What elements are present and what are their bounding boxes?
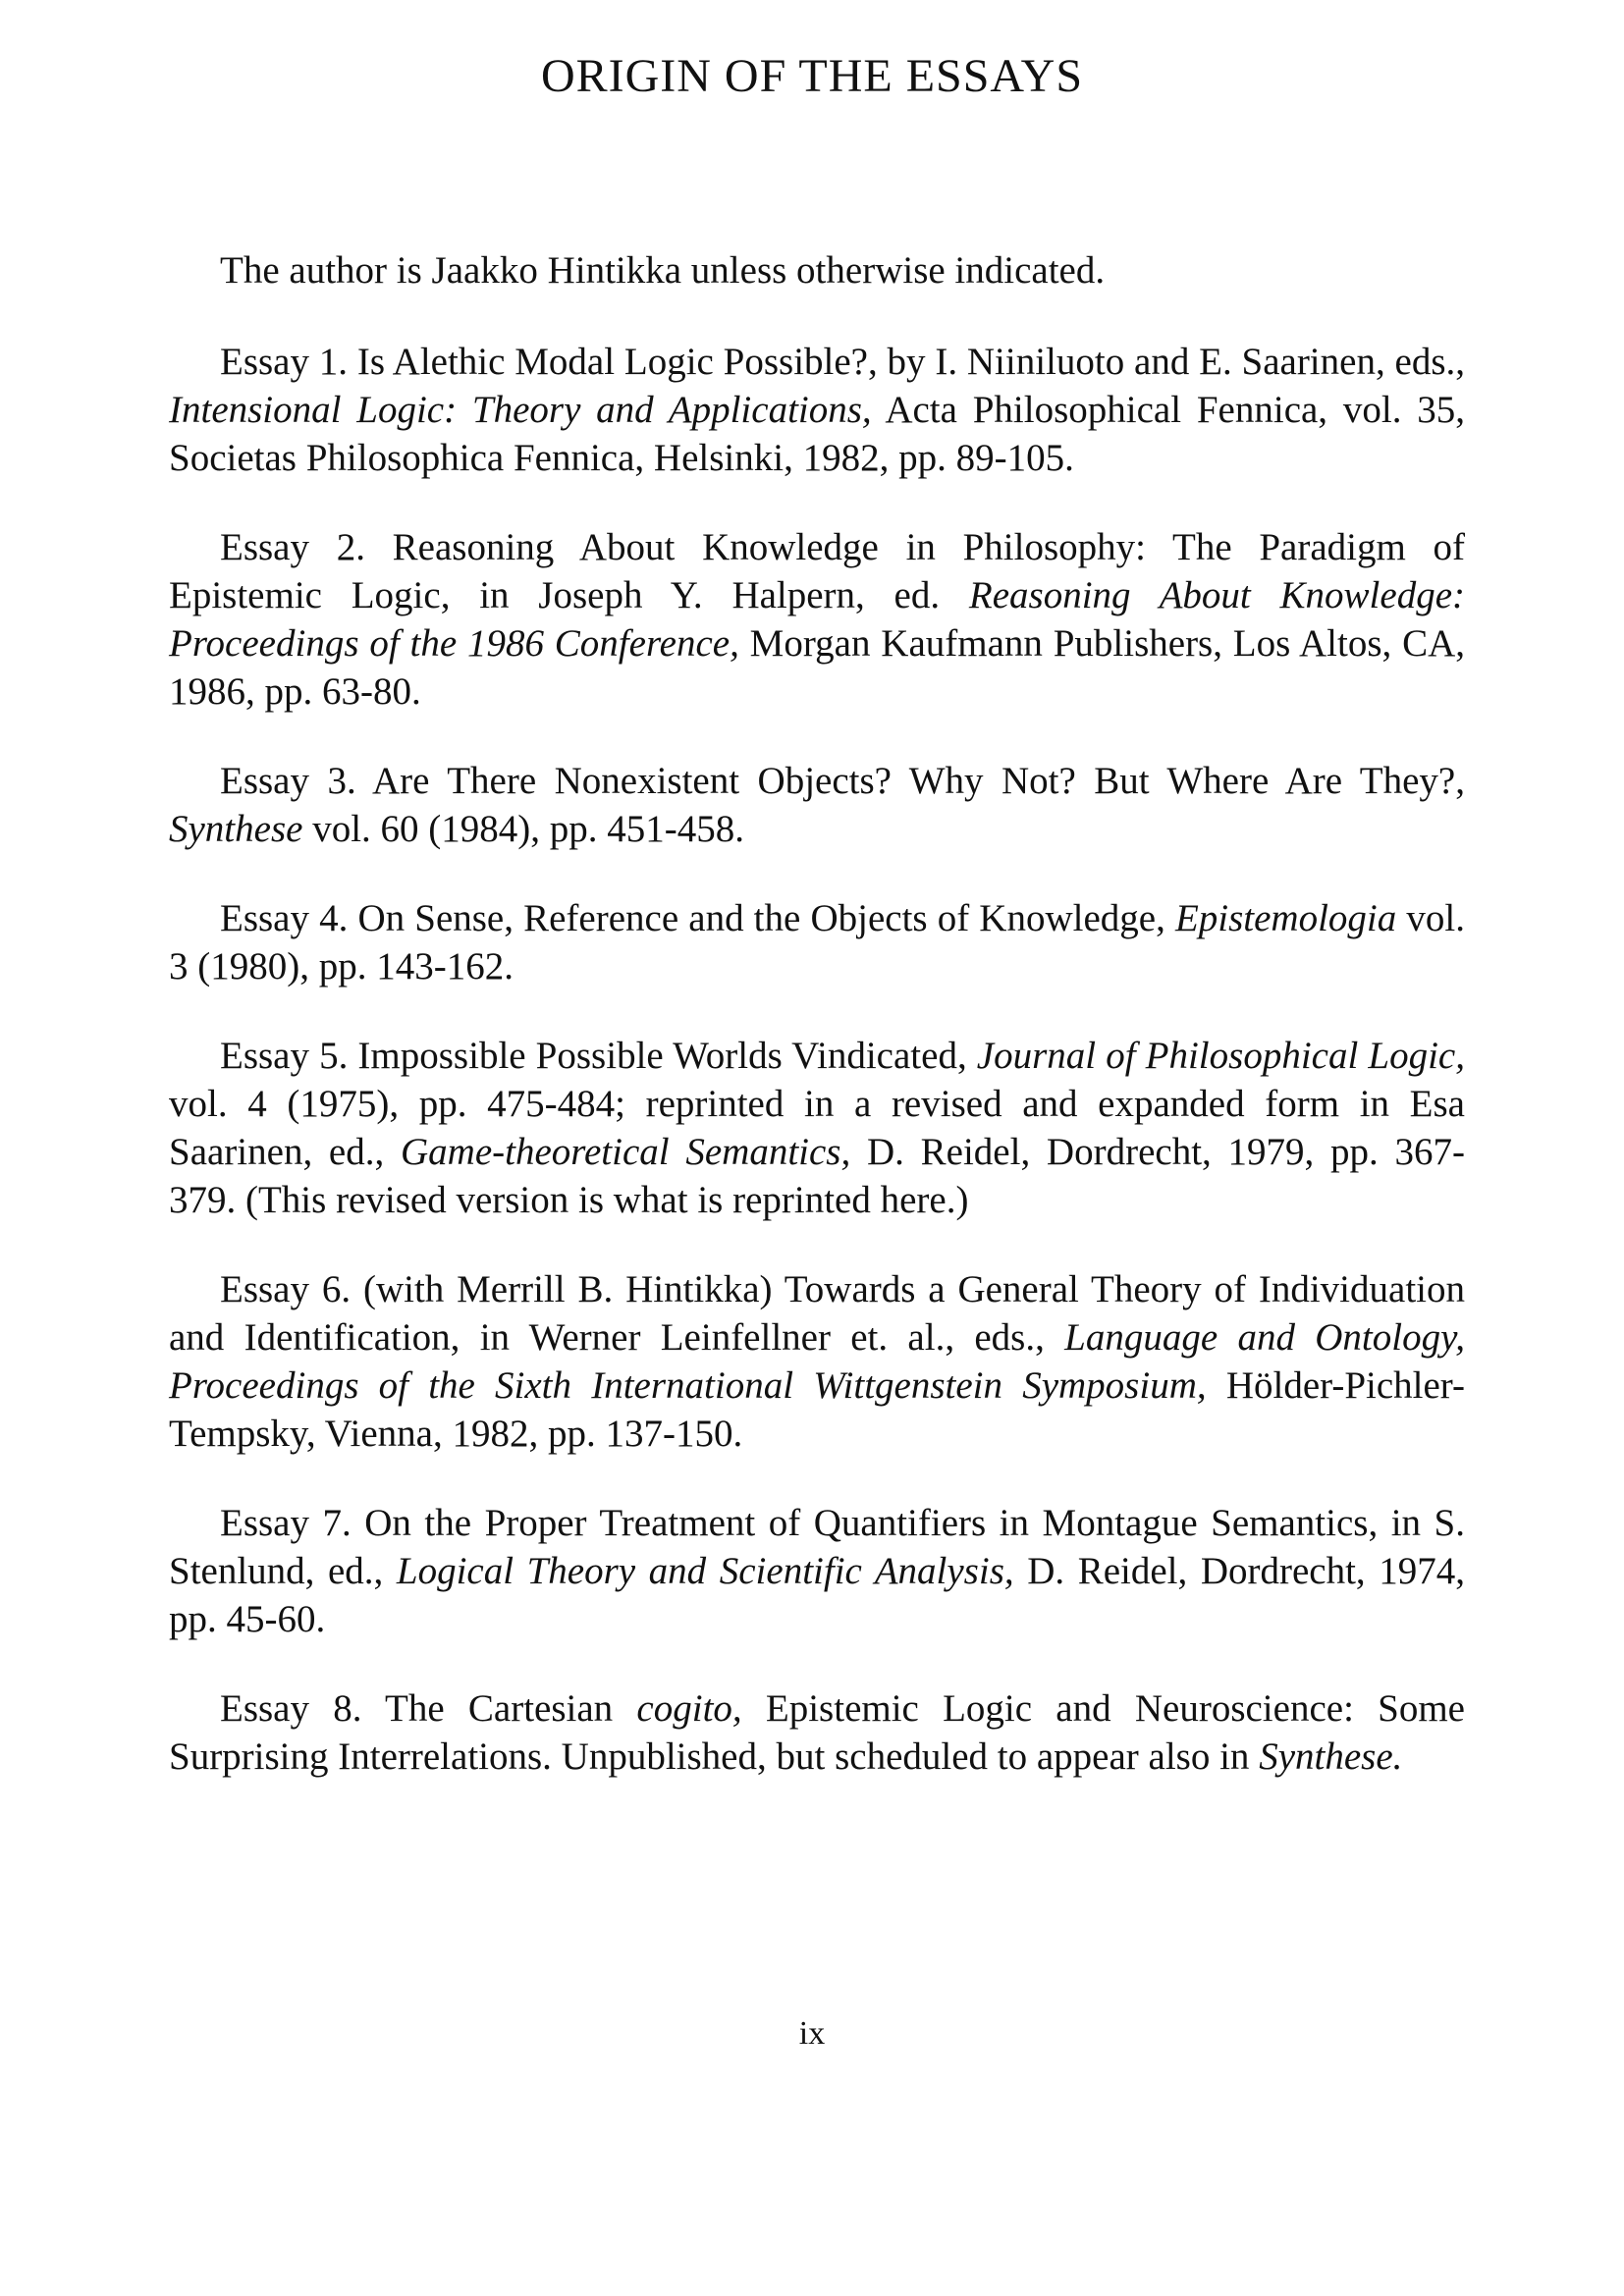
page-title: ORIGIN OF THE ESSAYS: [540, 50, 1084, 102]
essay-entry-3: Essay 3. Are There Nonexistent Objects? Why Not? But Where Are They?, Synthese vol. 60 (1984), pp. 451-458.: [169, 760, 1465, 850]
essay-entry-7: Essay 7. On the Proper Treatment of Quantifiers in Montague Semantics, in S. Stenlund, ed., Logical Theory and Scientific Analysis, D. Reidel, Dordrecht, 1974, pp. 45-60.: [169, 1502, 1465, 1640]
essay-entry-5: Essay 5. Impossible Possible Worlds Vindicated, Journal of Philosophical Logic, vol. 4 (1975), pp. 475-484; reprinted in a revised and expanded form in Esa Saarinen, ed., Game-theoretical Semantics, D. Reidel, Dordrecht, 1979, pp. 367-379. (This revised version is what is reprinted here.): [169, 1035, 1465, 1221]
essay-entry-4: Essay 4. On Sense, Reference and the Objects of Knowledge, Epistemologia vol. 3 (1980), pp. 143-162.: [169, 897, 1465, 988]
page-number: ix: [798, 2015, 826, 2052]
essay-entry-1: Essay 1. Is Alethic Modal Logic Possible?, by I. Niiniluoto and E. Saarinen, eds., Intensional Logic: Theory and Applications, Acta Philosophical Fennica, vol. 35, Societas Philosophica Fennica, Helsinki, 1982, pp. 89-105.: [169, 341, 1465, 479]
essay-list: [169, 245, 1465, 1822]
intro-paragraph: The author is Jaakko Hintikka unless otherwise indicated.: [220, 249, 1106, 292]
essay-entry-2: Essay 2. Reasoning About Knowledge in Philosophy: The Paradigm of Epistemic Logic, in Joseph Y. Halpern, ed. Reasoning About Knowledge: Proceedings of the 1986 Conference, Morgan Kaufmann Publishers, Los Altos, CA, 1986, pp. 63-80.: [169, 526, 1465, 713]
essay-entry-6: Essay 6. (with Merrill B. Hintikka) Towards a General Theory of Individuation and Identification, in Werner Leinfellner et. al., eds., Language and Ontology, Proceedings of the Sixth International Wittgenstein Symposium, Hölder-Pichler-Tempsky, Vienna, 1982, pp. 137-150.: [169, 1268, 1465, 1455]
essay-entry-8: Essay 8. The Cartesian cogito, Epistemic Logic and Neuroscience: Some Surprising Interrelations. Unpublished, but scheduled to appear also in Synthese.: [169, 1687, 1465, 1778]
